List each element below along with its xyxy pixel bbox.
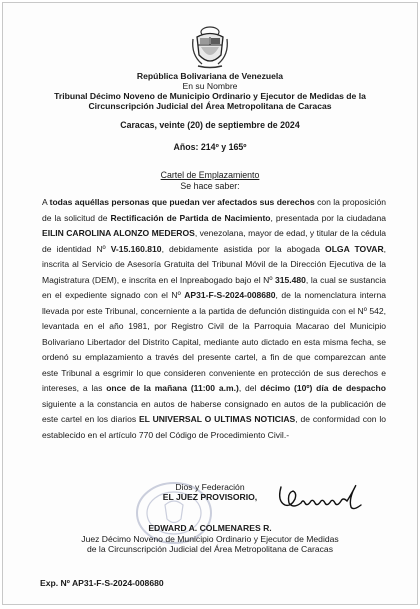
years-line: Años: 214º y 165º — [173, 142, 247, 152]
judge-name: EDWARD A. COLMENARES R. — [148, 523, 272, 534]
body-text: , del — [238, 383, 261, 393]
body-text: , inscrita al Servicio de Asesoría Gratuita del Tribunal Móvil de la Dirección Ejecutiva de la Magistratura (DEM), e inscrita en el Inpreabogado bajo el Nº — [42, 243, 386, 285]
en-su-nombre: En su Nombre — [182, 81, 238, 91]
body-text: , debidamente asistida por la abogada — [161, 243, 326, 254]
body-text: , de la nomenclatura interna llevada por este Tribunal, concerniente a la partida de defunción distinguida con el Nº 542, levantada en el año 1981, por Registro Civil de la Parroquia Macarao del Municipio Bolivariano Libertador del Distrito Capital, mediante auto dictado en esta misma fecha, se ordenó su emplazamiento a través del presente cartel, a fin de que comparezcan ante este Tribunal a esgrimir lo que consideren conveniente en protección de sus derechos e intereses, a las — [42, 290, 386, 393]
id-number: V-15.160.810 — [110, 243, 162, 254]
body-text: , la cual se sustancia en el expediente signado con el Nº — [42, 274, 387, 300]
lawyer-name: OLGA TOVAR — [325, 243, 384, 254]
place-date: Caracas, veinte (20) de septiembre de 2024 — [120, 120, 300, 130]
cartel-title: Cartel de Emplazamiento — [160, 170, 260, 180]
court-header — [23, 71, 397, 111]
salutation: Dios y Federación — [175, 482, 245, 492]
body-text: siguiente a la constancia en autos de haberse consignado en autos de la publicación de este cartel en los diarios — [42, 398, 386, 424]
document-page — [2, 2, 418, 605]
coat-of-arms-icon — [190, 25, 230, 69]
body-text: , presentada por la ciudadana — [270, 212, 386, 223]
republic-name: República Bolivariana de Venezuela — [136, 71, 284, 81]
body-text: con la proposición de la solicitud de — [42, 197, 386, 223]
judge-position: Juez Décimo Noveno de Municipio Ordinario y Ejecutor de Medidas — [81, 533, 339, 544]
cartel-subtitle: Se hace saber: — [180, 181, 240, 191]
case-number: AP31-F-S-2024-008680 — [184, 290, 276, 300]
judge-jurisdiction: de la Circunscripción Judicial del Área Metropolitana de Caracas — [86, 543, 333, 554]
body-bold: todas aquéllas personas que puedan ver afectados sus derechos — [49, 197, 315, 207]
inpreabogado-number: 315.480 — [275, 274, 306, 285]
newspapers: EL UNIVERSAL O ULTIMAS NOTICIAS — [138, 414, 296, 424]
body-text: A — [42, 197, 50, 207]
body-text: , venezolana, mayor de edad, y titular de la cédula de identidad Nº — [42, 228, 387, 254]
hearing-day: décimo (10º) día de despacho — [260, 383, 387, 393]
notice-body — [42, 195, 386, 443]
cartel-heading — [23, 170, 397, 192]
body-bold: Rectificación de Partida de Nacimiento — [110, 212, 271, 223]
hearing-time: once de la mañana (11:00 a.m.) — [106, 383, 239, 393]
court-name: Tribunal Décimo Noveno de Municipio Ordinario y Ejecutor de Medidas de la — [54, 91, 366, 101]
jurisdiction: Circunscripción Judicial del Área Metropolitana de Caracas — [88, 101, 332, 111]
handwritten-signature-icon — [275, 479, 365, 513]
body-text: , de conformidad con lo establecido en el artículo 770 del Código de Procedimiento Civil.- — [42, 414, 386, 440]
applicant-name: EILIN CAROLINA ALONZO MEDEROS — [42, 228, 195, 238]
judge-title: EL JUEZ PROVISORIO, — [162, 492, 258, 503]
expediente-footer: Exp. Nº AP31-F-S-2024-008680 — [40, 578, 164, 588]
